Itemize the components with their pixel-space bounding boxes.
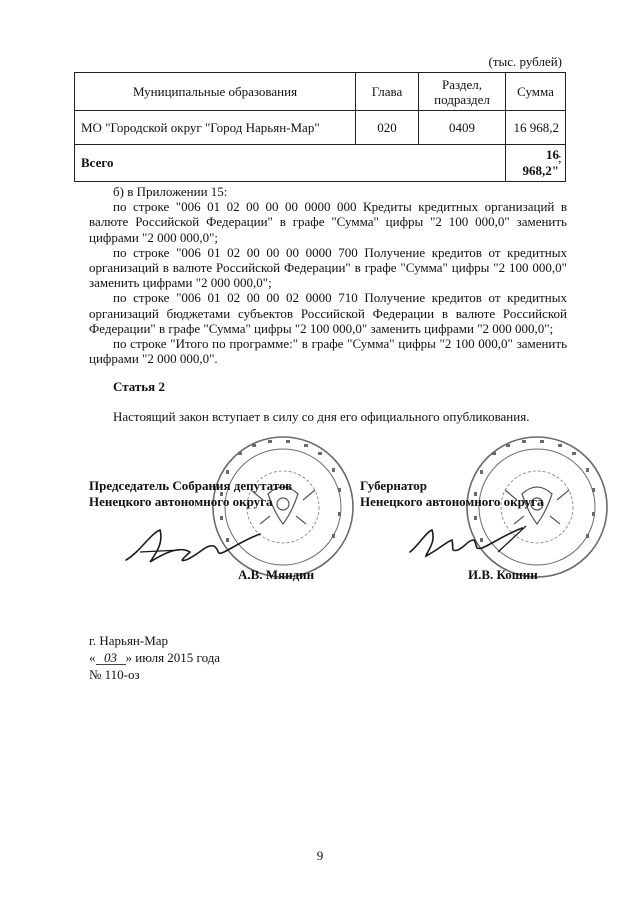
footer-date-rest: » июля 2015 года — [125, 650, 221, 665]
table-total-row — [75, 145, 566, 182]
right-signatory-title — [360, 478, 544, 510]
row-sum: 16 968,2 — [506, 111, 566, 145]
header-section: Раздел, подраздел — [419, 73, 506, 111]
amendment-item: по строке "006 01 02 00 00 02 0000 710 Получение кредитов от кредитных организаций бюджетами субъектов Российской Федерации в валюте Российской Федерации" в графе "Сумма" цифры "2 100 000,0" заменить цифрами "2 000 000,0"; — [89, 290, 567, 336]
footer-number: № 110-оз — [89, 667, 140, 682]
row-section: 0409 — [419, 111, 506, 145]
footer-city: г. Нарьян-Мар — [89, 633, 169, 648]
footer-date — [89, 649, 220, 666]
right-signatory-name: И.В. Кошин — [468, 567, 538, 582]
left-signatory-line1: Председатель Собрания депутатов — [89, 478, 293, 493]
header-chapter: Глава — [356, 73, 419, 111]
right-signatory-line2: Ненецкого автономного округа — [360, 494, 544, 509]
left-signatory-line2: Ненецкого автономного округа — [89, 494, 273, 509]
header-municipality: Муниципальные образования — [75, 73, 356, 111]
amendment-item: по строке "006 01 02 00 00 00 0000 000 Кредиты кредитных организаций в валюте Российской Федерации" в графе "Сумма" цифры "2 100 000,0" заменить цифрами "2 000 000,0"; — [89, 199, 567, 245]
left-signature-icon — [120, 522, 270, 572]
left-signatory-title — [89, 478, 292, 510]
page-number: 9 — [316, 848, 324, 863]
header-sum: Сумма — [506, 73, 566, 111]
budget-table — [74, 72, 566, 182]
total-semicolon: ; — [558, 150, 562, 165]
amendment-item: по строке "Итого по программе:" в графе "Сумма" цифры "2 100 000,0" заменить цифрами "2 000 000,0". — [89, 336, 567, 367]
document-footer — [89, 632, 220, 683]
row-municipality: МО "Городской округ "Город Нарьян-Мар" — [75, 111, 356, 145]
footer-date-open: « — [89, 650, 96, 665]
table-header-row — [75, 73, 566, 111]
total-label: Всего — [75, 145, 506, 182]
article-title: Статья 2 — [113, 379, 165, 394]
left-signatory-name: А.В. Мяндин — [238, 567, 315, 582]
right-signatory-line1: Губернатор — [360, 478, 428, 493]
amendment-item: по строке "006 01 02 00 00 00 0000 700 Получение кредитов от кредитных организаций в валюте Российской Федерации" в графе "Сумма" цифры "2 100 000,0" заменить цифрами "2 000 000,0"; — [89, 244, 567, 291]
row-chapter: 020 — [356, 111, 419, 145]
article-text: Настоящий закон вступает в силу со дня его официального опубликования. — [113, 409, 530, 424]
table-row — [75, 111, 566, 145]
right-signature-icon — [402, 522, 532, 567]
table-unit: (тыс. рублей) — [488, 54, 562, 69]
total-sum: 16 968,2" — [506, 145, 566, 182]
footer-date-day: 03 — [96, 651, 126, 665]
amendment-heading: б) в Приложении 15: — [113, 184, 228, 199]
amendments-text — [89, 184, 567, 366]
